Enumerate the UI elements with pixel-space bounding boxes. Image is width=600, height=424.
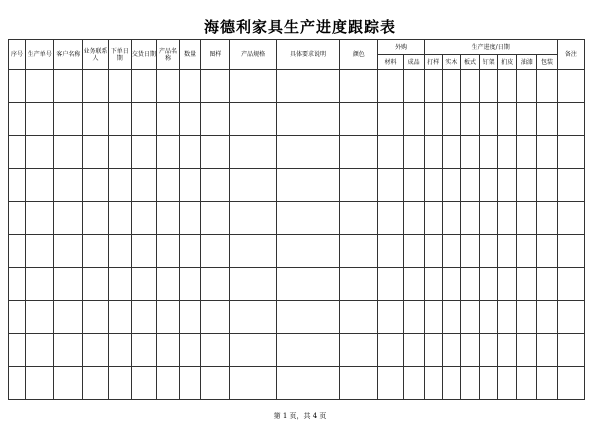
table-cell[interactable] — [156, 334, 179, 367]
table-cell[interactable] — [156, 235, 179, 268]
table-cell[interactable] — [230, 268, 276, 301]
table-cell[interactable] — [83, 103, 108, 136]
table-cell[interactable] — [156, 103, 179, 136]
table-cell[interactable] — [201, 268, 230, 301]
table-cell[interactable] — [9, 103, 26, 136]
table-cell[interactable] — [403, 367, 424, 400]
table-cell[interactable] — [424, 70, 442, 103]
table-cell[interactable] — [424, 301, 442, 334]
table-cell[interactable] — [180, 235, 201, 268]
table-row — [9, 268, 585, 301]
table-cell[interactable] — [108, 334, 131, 367]
col-header-order-date: 下单日期 — [108, 40, 131, 70]
table-cell[interactable] — [230, 301, 276, 334]
table-cell[interactable] — [498, 235, 517, 268]
table-cell[interactable] — [131, 301, 156, 334]
table-cell[interactable] — [54, 235, 83, 268]
table-cell[interactable] — [403, 70, 424, 103]
table-cell[interactable] — [480, 70, 498, 103]
table-cell[interactable] — [480, 103, 498, 136]
table-cell[interactable] — [537, 70, 557, 103]
header-row-1 — [9, 40, 585, 55]
table-cell[interactable] — [230, 202, 276, 235]
table-cell[interactable] — [54, 136, 83, 169]
table-cell[interactable] — [340, 70, 378, 103]
table-cell[interactable] — [230, 367, 276, 400]
table-row — [9, 169, 585, 202]
table-cell[interactable] — [378, 202, 403, 235]
table-cell[interactable] — [460, 70, 479, 103]
table-cell[interactable] — [83, 268, 108, 301]
table-cell[interactable] — [460, 235, 479, 268]
table-cell[interactable] — [557, 70, 584, 103]
production-tracking-table — [8, 39, 585, 400]
table-cell[interactable] — [557, 301, 584, 334]
table-cell[interactable] — [54, 301, 83, 334]
table-cell[interactable] — [131, 334, 156, 367]
table-cell[interactable] — [180, 136, 201, 169]
table-cell[interactable] — [108, 136, 131, 169]
col-header-delivery-date: 交货日期 — [131, 40, 156, 70]
table-cell[interactable] — [424, 136, 442, 169]
table-cell[interactable] — [156, 202, 179, 235]
table-cell[interactable] — [498, 334, 517, 367]
table-cell[interactable] — [340, 235, 378, 268]
table-cell[interactable] — [557, 169, 584, 202]
table-cell[interactable] — [26, 70, 54, 103]
table-cell[interactable] — [340, 367, 378, 400]
table-cell[interactable] — [517, 334, 537, 367]
table-cell[interactable] — [201, 70, 230, 103]
col-header-requirements: 具体要求说明 — [276, 40, 339, 70]
table-cell[interactable] — [131, 70, 156, 103]
table-cell[interactable] — [180, 70, 201, 103]
table-cell[interactable] — [26, 301, 54, 334]
table-cell[interactable] — [498, 301, 517, 334]
table-cell[interactable] — [403, 202, 424, 235]
table-cell[interactable] — [201, 103, 230, 136]
table-cell[interactable] — [9, 70, 26, 103]
table-cell[interactable] — [108, 169, 131, 202]
table-cell[interactable] — [557, 268, 584, 301]
table-cell[interactable] — [378, 70, 403, 103]
table-cell[interactable] — [442, 136, 460, 169]
table-cell[interactable] — [276, 301, 339, 334]
table-cell[interactable] — [340, 268, 378, 301]
table-cell[interactable] — [9, 301, 26, 334]
table-cell[interactable] — [460, 301, 479, 334]
document-title: 海德利家具生产进度跟踪表 — [203, 18, 396, 36]
table-cell[interactable] — [9, 169, 26, 202]
table-cell[interactable] — [26, 202, 54, 235]
table-cell[interactable] — [460, 202, 479, 235]
table-cell[interactable] — [480, 301, 498, 334]
table-cell[interactable] — [26, 103, 54, 136]
table-cell[interactable] — [131, 136, 156, 169]
table-cell[interactable] — [9, 136, 26, 169]
table-cell[interactable] — [442, 367, 460, 400]
table-cell[interactable] — [131, 268, 156, 301]
table-cell[interactable] — [180, 202, 201, 235]
table-cell[interactable] — [340, 202, 378, 235]
table-cell[interactable] — [340, 103, 378, 136]
table-cell[interactable] — [201, 367, 230, 400]
col-header-progress: 生产进度/日期 — [424, 40, 557, 55]
col-header-salesperson: 业务联系人 — [83, 40, 108, 70]
table-cell[interactable] — [156, 301, 179, 334]
table-cell[interactable] — [108, 301, 131, 334]
table-cell[interactable] — [83, 202, 108, 235]
table-cell[interactable] — [424, 103, 442, 136]
table-cell[interactable] — [378, 367, 403, 400]
col-header-drawing: 图样 — [201, 40, 230, 70]
table-cell[interactable] — [517, 169, 537, 202]
table-cell[interactable] — [276, 70, 339, 103]
table-cell[interactable] — [480, 367, 498, 400]
col-header-frame: 钉架 — [480, 55, 498, 70]
table-cell[interactable] — [54, 70, 83, 103]
table-cell[interactable] — [378, 301, 403, 334]
col-header-solid-wood: 实木 — [442, 55, 460, 70]
table-cell[interactable] — [537, 235, 557, 268]
table-cell[interactable] — [442, 235, 460, 268]
table-cell[interactable] — [156, 136, 179, 169]
table-cell[interactable] — [108, 268, 131, 301]
table-cell[interactable] — [557, 334, 584, 367]
table-cell[interactable] — [424, 334, 442, 367]
table-cell[interactable] — [201, 202, 230, 235]
table-cell[interactable] — [498, 70, 517, 103]
table-cell[interactable] — [180, 301, 201, 334]
page-footer: 第 1 页，共 4 页 — [273, 412, 327, 420]
table-cell[interactable] — [131, 103, 156, 136]
table-cell[interactable] — [403, 136, 424, 169]
table-cell[interactable] — [276, 367, 339, 400]
col-header-product-name: 产品名称 — [156, 40, 179, 70]
table-cell[interactable] — [498, 202, 517, 235]
table-cell[interactable] — [156, 268, 179, 301]
table-cell[interactable] — [498, 136, 517, 169]
table-cell[interactable] — [517, 235, 537, 268]
table-cell[interactable] — [460, 268, 479, 301]
table-cell[interactable] — [230, 235, 276, 268]
col-header-order-no: 生产单号 — [26, 40, 54, 70]
table-cell[interactable] — [460, 169, 479, 202]
table-row — [9, 202, 585, 235]
col-header-finished: 成品 — [403, 55, 424, 70]
table-cell[interactable] — [108, 202, 131, 235]
table-cell[interactable] — [201, 235, 230, 268]
table-cell[interactable] — [424, 235, 442, 268]
table-cell[interactable] — [26, 268, 54, 301]
table-cell[interactable] — [557, 235, 584, 268]
table-cell[interactable] — [378, 268, 403, 301]
table-cell[interactable] — [424, 202, 442, 235]
table-cell[interactable] — [83, 169, 108, 202]
table-cell[interactable] — [131, 169, 156, 202]
table-cell[interactable] — [108, 235, 131, 268]
table-cell[interactable] — [340, 136, 378, 169]
table-cell[interactable] — [480, 136, 498, 169]
table-cell[interactable] — [108, 367, 131, 400]
table-cell[interactable] — [9, 367, 26, 400]
table-cell[interactable] — [276, 103, 339, 136]
table-cell[interactable] — [276, 136, 339, 169]
table-cell[interactable] — [340, 169, 378, 202]
table-cell[interactable] — [230, 103, 276, 136]
table-cell[interactable] — [180, 367, 201, 400]
table-cell[interactable] — [537, 301, 557, 334]
table-cell[interactable] — [230, 169, 276, 202]
col-header-sampling: 打样 — [424, 55, 442, 70]
table-cell[interactable] — [537, 367, 557, 400]
table-cell[interactable] — [180, 169, 201, 202]
table-cell[interactable] — [156, 169, 179, 202]
table-cell[interactable] — [557, 103, 584, 136]
table-cell[interactable] — [131, 235, 156, 268]
table-cell[interactable] — [442, 334, 460, 367]
table-cell[interactable] — [403, 103, 424, 136]
table-cell[interactable] — [537, 103, 557, 136]
table-cell[interactable] — [201, 334, 230, 367]
table-cell[interactable] — [9, 334, 26, 367]
table-cell[interactable] — [498, 103, 517, 136]
table-cell[interactable] — [276, 235, 339, 268]
table-row — [9, 103, 585, 136]
table-cell[interactable] — [131, 367, 156, 400]
table-cell[interactable] — [498, 367, 517, 400]
table-cell[interactable] — [480, 169, 498, 202]
table-cell[interactable] — [460, 103, 479, 136]
table-cell[interactable] — [442, 169, 460, 202]
table-cell[interactable] — [340, 334, 378, 367]
table-cell[interactable] — [230, 70, 276, 103]
table-cell[interactable] — [276, 268, 339, 301]
table-cell[interactable] — [180, 334, 201, 367]
table-cell[interactable] — [378, 103, 403, 136]
table-cell[interactable] — [9, 235, 26, 268]
table-cell[interactable] — [276, 169, 339, 202]
table-cell[interactable] — [26, 169, 54, 202]
table-cell[interactable] — [517, 103, 537, 136]
table-cell[interactable] — [537, 334, 557, 367]
col-header-spec: 产品规格 — [230, 40, 276, 70]
col-header-packaging: 包装 — [537, 55, 557, 70]
table-cell[interactable] — [480, 235, 498, 268]
table-cell[interactable] — [230, 334, 276, 367]
table-row — [9, 301, 585, 334]
col-header-upholstery: 扪皮 — [498, 55, 517, 70]
table-cell[interactable] — [424, 169, 442, 202]
table-cell[interactable] — [230, 136, 276, 169]
table-cell[interactable] — [517, 136, 537, 169]
table-cell[interactable] — [26, 334, 54, 367]
table-cell[interactable] — [537, 169, 557, 202]
table-cell[interactable] — [498, 169, 517, 202]
table-cell[interactable] — [378, 136, 403, 169]
table-cell[interactable] — [54, 169, 83, 202]
table-cell[interactable] — [480, 268, 498, 301]
table-cell[interactable] — [460, 334, 479, 367]
table-cell[interactable] — [442, 268, 460, 301]
col-header-quantity: 数量 — [180, 40, 201, 70]
table-cell[interactable] — [108, 103, 131, 136]
table-cell[interactable] — [180, 268, 201, 301]
table-cell[interactable] — [340, 301, 378, 334]
table-cell[interactable] — [460, 367, 479, 400]
table-cell[interactable] — [537, 268, 557, 301]
table-cell[interactable] — [537, 136, 557, 169]
table-cell[interactable] — [403, 235, 424, 268]
table-cell[interactable] — [480, 202, 498, 235]
col-header-color: 颜色 — [340, 40, 378, 70]
col-header-remarks: 备注 — [557, 40, 584, 70]
table-cell[interactable] — [517, 70, 537, 103]
col-header-panel: 板式 — [460, 55, 479, 70]
table-cell[interactable] — [517, 367, 537, 400]
table-cell[interactable] — [557, 136, 584, 169]
table-cell[interactable] — [557, 367, 584, 400]
table-cell[interactable] — [378, 169, 403, 202]
table-cell[interactable] — [54, 202, 83, 235]
table-cell[interactable] — [26, 235, 54, 268]
table-cell[interactable] — [54, 103, 83, 136]
col-header-outsource: 外购 — [378, 40, 424, 55]
table-cell[interactable] — [83, 136, 108, 169]
table-cell[interactable] — [442, 202, 460, 235]
table-cell[interactable] — [424, 367, 442, 400]
table-cell[interactable] — [557, 202, 584, 235]
table-cell[interactable] — [403, 268, 424, 301]
table-cell[interactable] — [26, 136, 54, 169]
table-cell[interactable] — [201, 301, 230, 334]
table-cell[interactable] — [131, 202, 156, 235]
table-cell[interactable] — [442, 103, 460, 136]
table-cell[interactable] — [83, 367, 108, 400]
table-cell[interactable] — [378, 235, 403, 268]
table-cell[interactable] — [276, 334, 339, 367]
table-cell[interactable] — [276, 202, 339, 235]
table-row — [9, 367, 585, 400]
table-cell[interactable] — [403, 301, 424, 334]
table-cell[interactable] — [201, 136, 230, 169]
table-cell[interactable] — [517, 202, 537, 235]
table-cell[interactable] — [54, 268, 83, 301]
table-cell[interactable] — [54, 334, 83, 367]
table-cell[interactable] — [424, 268, 442, 301]
table-row — [9, 136, 585, 169]
table-cell[interactable] — [156, 70, 179, 103]
table-cell[interactable] — [180, 103, 201, 136]
table-cell[interactable] — [156, 367, 179, 400]
table-body — [9, 70, 585, 400]
table-cell[interactable] — [403, 169, 424, 202]
table-cell[interactable] — [83, 70, 108, 103]
table-cell[interactable] — [498, 268, 517, 301]
table-cell[interactable] — [26, 367, 54, 400]
table-cell[interactable] — [201, 169, 230, 202]
table-row — [9, 334, 585, 367]
table-row — [9, 235, 585, 268]
table-cell[interactable] — [108, 70, 131, 103]
table-cell[interactable] — [83, 334, 108, 367]
table-cell[interactable] — [517, 268, 537, 301]
table-cell[interactable] — [517, 301, 537, 334]
table-cell[interactable] — [83, 301, 108, 334]
table-cell[interactable] — [403, 334, 424, 367]
table-cell[interactable] — [9, 268, 26, 301]
col-header-painting: 油漆 — [517, 55, 537, 70]
table-cell[interactable] — [460, 136, 479, 169]
table-cell[interactable] — [83, 235, 108, 268]
table-cell[interactable] — [442, 70, 460, 103]
table-cell[interactable] — [378, 334, 403, 367]
table-row — [9, 70, 585, 103]
table-cell[interactable] — [480, 334, 498, 367]
table-cell[interactable] — [9, 202, 26, 235]
col-header-materials: 材料 — [378, 55, 403, 70]
table-cell[interactable] — [442, 301, 460, 334]
col-header-customer: 客户名称 — [54, 40, 83, 70]
table-cell[interactable] — [537, 202, 557, 235]
table-cell[interactable] — [54, 367, 83, 400]
col-header-seq: 序号 — [9, 40, 26, 70]
